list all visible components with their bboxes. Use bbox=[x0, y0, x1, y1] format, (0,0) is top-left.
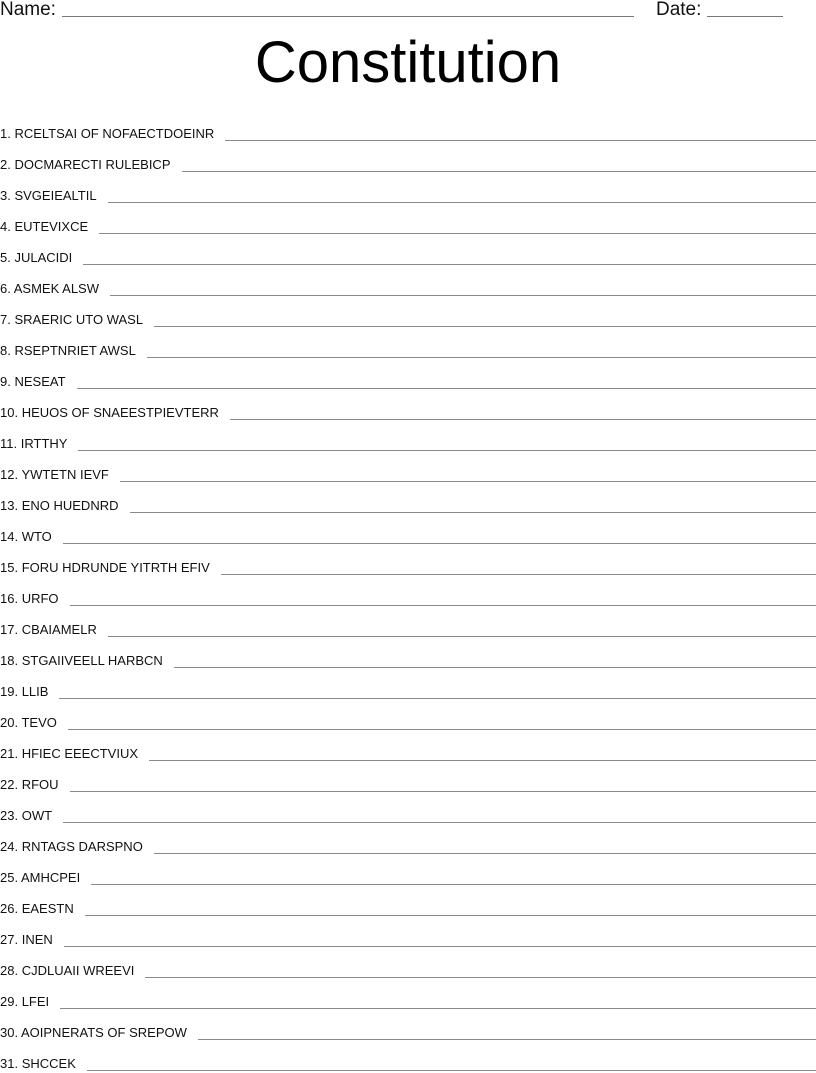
list-item bbox=[0, 174, 816, 205]
list-item bbox=[0, 236, 816, 267]
scrambled-word: RSEPTNRIET AWSL bbox=[14, 343, 135, 358]
answer-line[interactable] bbox=[63, 822, 816, 823]
list-item bbox=[0, 453, 816, 484]
answer-line[interactable] bbox=[63, 543, 816, 544]
scrambled-word: NESEAT bbox=[14, 374, 65, 389]
item-number: 25. bbox=[0, 870, 18, 885]
scrambled-word-label bbox=[0, 374, 66, 391]
scrambled-word: WTO bbox=[22, 529, 52, 544]
answer-line[interactable] bbox=[145, 977, 816, 978]
item-number: 22. bbox=[0, 777, 18, 792]
answer-line[interactable] bbox=[182, 171, 816, 172]
date-label: Date: bbox=[656, 0, 701, 20]
scrambled-word-label bbox=[0, 653, 163, 670]
item-number: 26. bbox=[0, 901, 18, 916]
answer-line[interactable] bbox=[120, 481, 816, 482]
list-item bbox=[0, 515, 816, 546]
list-item bbox=[0, 422, 816, 453]
scrambled-word-label bbox=[0, 343, 136, 360]
item-number: 19. bbox=[0, 684, 18, 699]
item-number: 14. bbox=[0, 529, 18, 544]
item-number: 2. bbox=[0, 157, 11, 172]
answer-line[interactable] bbox=[147, 357, 816, 358]
scrambled-word-label bbox=[0, 1025, 187, 1042]
answer-line[interactable] bbox=[221, 574, 816, 575]
header-row bbox=[0, 0, 816, 22]
scrambled-word-label bbox=[0, 560, 210, 577]
list-item bbox=[0, 794, 816, 825]
answer-line[interactable] bbox=[154, 853, 816, 854]
page-title: Constitution bbox=[0, 30, 816, 96]
list-item bbox=[0, 546, 816, 577]
item-number: 16. bbox=[0, 591, 18, 606]
answer-line[interactable] bbox=[70, 605, 816, 606]
answer-line[interactable] bbox=[91, 884, 816, 885]
item-number: 3. bbox=[0, 188, 11, 203]
scrambled-word: JULACIDI bbox=[14, 250, 72, 265]
list-item bbox=[0, 577, 816, 608]
scrambled-word-label bbox=[0, 622, 97, 639]
item-number: 12. bbox=[0, 467, 18, 482]
scrambled-word-label bbox=[0, 870, 80, 887]
item-number: 29. bbox=[0, 994, 18, 1009]
scrambled-word-label bbox=[0, 1056, 76, 1073]
scrambled-word-label bbox=[0, 126, 214, 143]
scrambled-word: DOCMARECTI RULEBICP bbox=[14, 157, 170, 172]
answer-line[interactable] bbox=[60, 1008, 816, 1009]
list-item bbox=[0, 1011, 816, 1042]
item-number: 18. bbox=[0, 653, 18, 668]
item-number: 21. bbox=[0, 746, 18, 761]
answer-line[interactable] bbox=[108, 202, 816, 203]
answer-line[interactable] bbox=[99, 233, 816, 234]
scrambled-word: OWT bbox=[22, 808, 52, 823]
scrambled-word: ENO HUEDNRD bbox=[22, 498, 119, 513]
answer-line[interactable] bbox=[78, 450, 816, 451]
answer-line[interactable] bbox=[110, 295, 816, 296]
item-number: 1. bbox=[0, 126, 11, 141]
scrambled-word: AOIPNERATS OF SREPOW bbox=[21, 1025, 187, 1040]
name-blank-line[interactable] bbox=[62, 0, 634, 17]
scrambled-word: SHCCEK bbox=[22, 1056, 76, 1071]
item-number: 10. bbox=[0, 405, 18, 420]
list-item bbox=[0, 980, 816, 1011]
item-number: 20. bbox=[0, 715, 18, 730]
list-item bbox=[0, 887, 816, 918]
scrambled-word: LLIB bbox=[22, 684, 49, 699]
scrambled-word-label bbox=[0, 591, 59, 608]
scrambled-word: SVGEIEALTIL bbox=[14, 188, 96, 203]
item-number: 9. bbox=[0, 374, 11, 389]
scrambled-word: HFIEC EEECTVIUX bbox=[22, 746, 138, 761]
list-item bbox=[0, 825, 816, 856]
item-number: 24. bbox=[0, 839, 18, 854]
list-item bbox=[0, 267, 816, 298]
list-item bbox=[0, 1042, 816, 1073]
answer-line[interactable] bbox=[85, 915, 816, 916]
scrambled-word-label bbox=[0, 963, 134, 980]
answer-line[interactable] bbox=[154, 326, 816, 327]
scrambled-word: RNTAGS DARSPNO bbox=[22, 839, 143, 854]
scrambled-word: AMHCPEI bbox=[21, 870, 80, 885]
answer-line[interactable] bbox=[68, 729, 816, 730]
answer-line[interactable] bbox=[174, 667, 816, 668]
scrambled-word-label bbox=[0, 994, 49, 1011]
scrambled-word-label bbox=[0, 250, 72, 267]
list-item bbox=[0, 391, 816, 422]
answer-line[interactable] bbox=[77, 388, 816, 389]
scrambled-word: CBAIAMELR bbox=[22, 622, 97, 637]
list-item bbox=[0, 329, 816, 360]
scrambled-word-label bbox=[0, 777, 59, 794]
scrambled-word: LFEI bbox=[22, 994, 49, 1009]
item-number: 23. bbox=[0, 808, 18, 823]
name-label: Name: bbox=[0, 0, 56, 20]
answer-line[interactable] bbox=[230, 419, 816, 420]
scrambled-word-label bbox=[0, 467, 109, 484]
item-number: 31. bbox=[0, 1056, 18, 1071]
scrambled-word-label bbox=[0, 715, 57, 732]
scrambled-word-label bbox=[0, 219, 88, 236]
item-number: 17. bbox=[0, 622, 18, 637]
scrambled-word-label bbox=[0, 901, 74, 918]
answer-line[interactable] bbox=[130, 512, 816, 513]
scrambled-word: ASMEK ALSW bbox=[14, 281, 99, 296]
list-item bbox=[0, 639, 816, 670]
item-number: 15. bbox=[0, 560, 18, 575]
list-item bbox=[0, 298, 816, 329]
scrambled-word: URFO bbox=[22, 591, 59, 606]
item-number: 5. bbox=[0, 250, 11, 265]
list-item bbox=[0, 360, 816, 391]
answer-line[interactable] bbox=[83, 264, 816, 265]
item-number: 28. bbox=[0, 963, 18, 978]
scrambled-word-label bbox=[0, 312, 143, 329]
list-item bbox=[0, 670, 816, 701]
scrambled-word: TEVO bbox=[21, 715, 56, 730]
scrambled-word: EAESTN bbox=[22, 901, 74, 916]
scrambled-word: YWTETN IEVF bbox=[21, 467, 108, 482]
list-item bbox=[0, 205, 816, 236]
scrambled-word: FORU HDRUNDE YITRTH EFIV bbox=[22, 560, 210, 575]
date-blank-line[interactable] bbox=[707, 0, 783, 17]
scrambled-word: INEN bbox=[22, 932, 53, 947]
item-number: 8. bbox=[0, 343, 11, 358]
list-item bbox=[0, 484, 816, 515]
scrambled-word: RFOU bbox=[22, 777, 59, 792]
scrambled-word: EUTEVIXCE bbox=[14, 219, 88, 234]
scrambled-word: HEUOS OF SNAEESTPIEVTERR bbox=[22, 405, 219, 420]
word-scramble-list bbox=[0, 112, 816, 1073]
scrambled-word: STGAIIVEELL HARBCN bbox=[22, 653, 163, 668]
list-item bbox=[0, 918, 816, 949]
scrambled-word-label bbox=[0, 157, 171, 174]
item-number: 11. bbox=[0, 436, 17, 451]
answer-line[interactable] bbox=[64, 946, 816, 947]
item-number: 13. bbox=[0, 498, 18, 513]
answer-line[interactable] bbox=[149, 760, 816, 761]
scrambled-word-label bbox=[0, 746, 138, 763]
item-number: 30. bbox=[0, 1025, 18, 1040]
answer-line[interactable] bbox=[108, 636, 816, 637]
scrambled-word: CJDLUAII WREEVI bbox=[22, 963, 135, 978]
scrambled-word-label bbox=[0, 684, 48, 701]
answer-line[interactable] bbox=[198, 1039, 816, 1040]
scrambled-word-label bbox=[0, 498, 119, 515]
answer-line[interactable] bbox=[225, 140, 816, 141]
list-item bbox=[0, 763, 816, 794]
scrambled-word-label bbox=[0, 529, 52, 546]
answer-line[interactable] bbox=[70, 791, 816, 792]
item-number: 7. bbox=[0, 312, 11, 327]
item-number: 4. bbox=[0, 219, 11, 234]
list-item bbox=[0, 732, 816, 763]
scrambled-word-label bbox=[0, 839, 143, 856]
list-item bbox=[0, 112, 816, 143]
scrambled-word-label bbox=[0, 808, 52, 825]
item-number: 6. bbox=[0, 281, 11, 296]
list-item bbox=[0, 701, 816, 732]
scrambled-word-label bbox=[0, 188, 97, 205]
list-item bbox=[0, 856, 816, 887]
scrambled-word: SRAERIC UTO WASL bbox=[14, 312, 143, 327]
answer-line[interactable] bbox=[59, 698, 816, 699]
scrambled-word-label bbox=[0, 281, 99, 298]
list-item bbox=[0, 143, 816, 174]
scrambled-word-label bbox=[0, 405, 219, 422]
item-number: 27. bbox=[0, 932, 18, 947]
answer-line[interactable] bbox=[87, 1070, 816, 1071]
scrambled-word: IRTTHY bbox=[21, 436, 68, 451]
scrambled-word: RCELTSAI OF NOFAECTDOEINR bbox=[14, 126, 214, 141]
list-item bbox=[0, 949, 816, 980]
scrambled-word-label bbox=[0, 436, 67, 453]
scrambled-word-label bbox=[0, 932, 53, 949]
list-item bbox=[0, 608, 816, 639]
